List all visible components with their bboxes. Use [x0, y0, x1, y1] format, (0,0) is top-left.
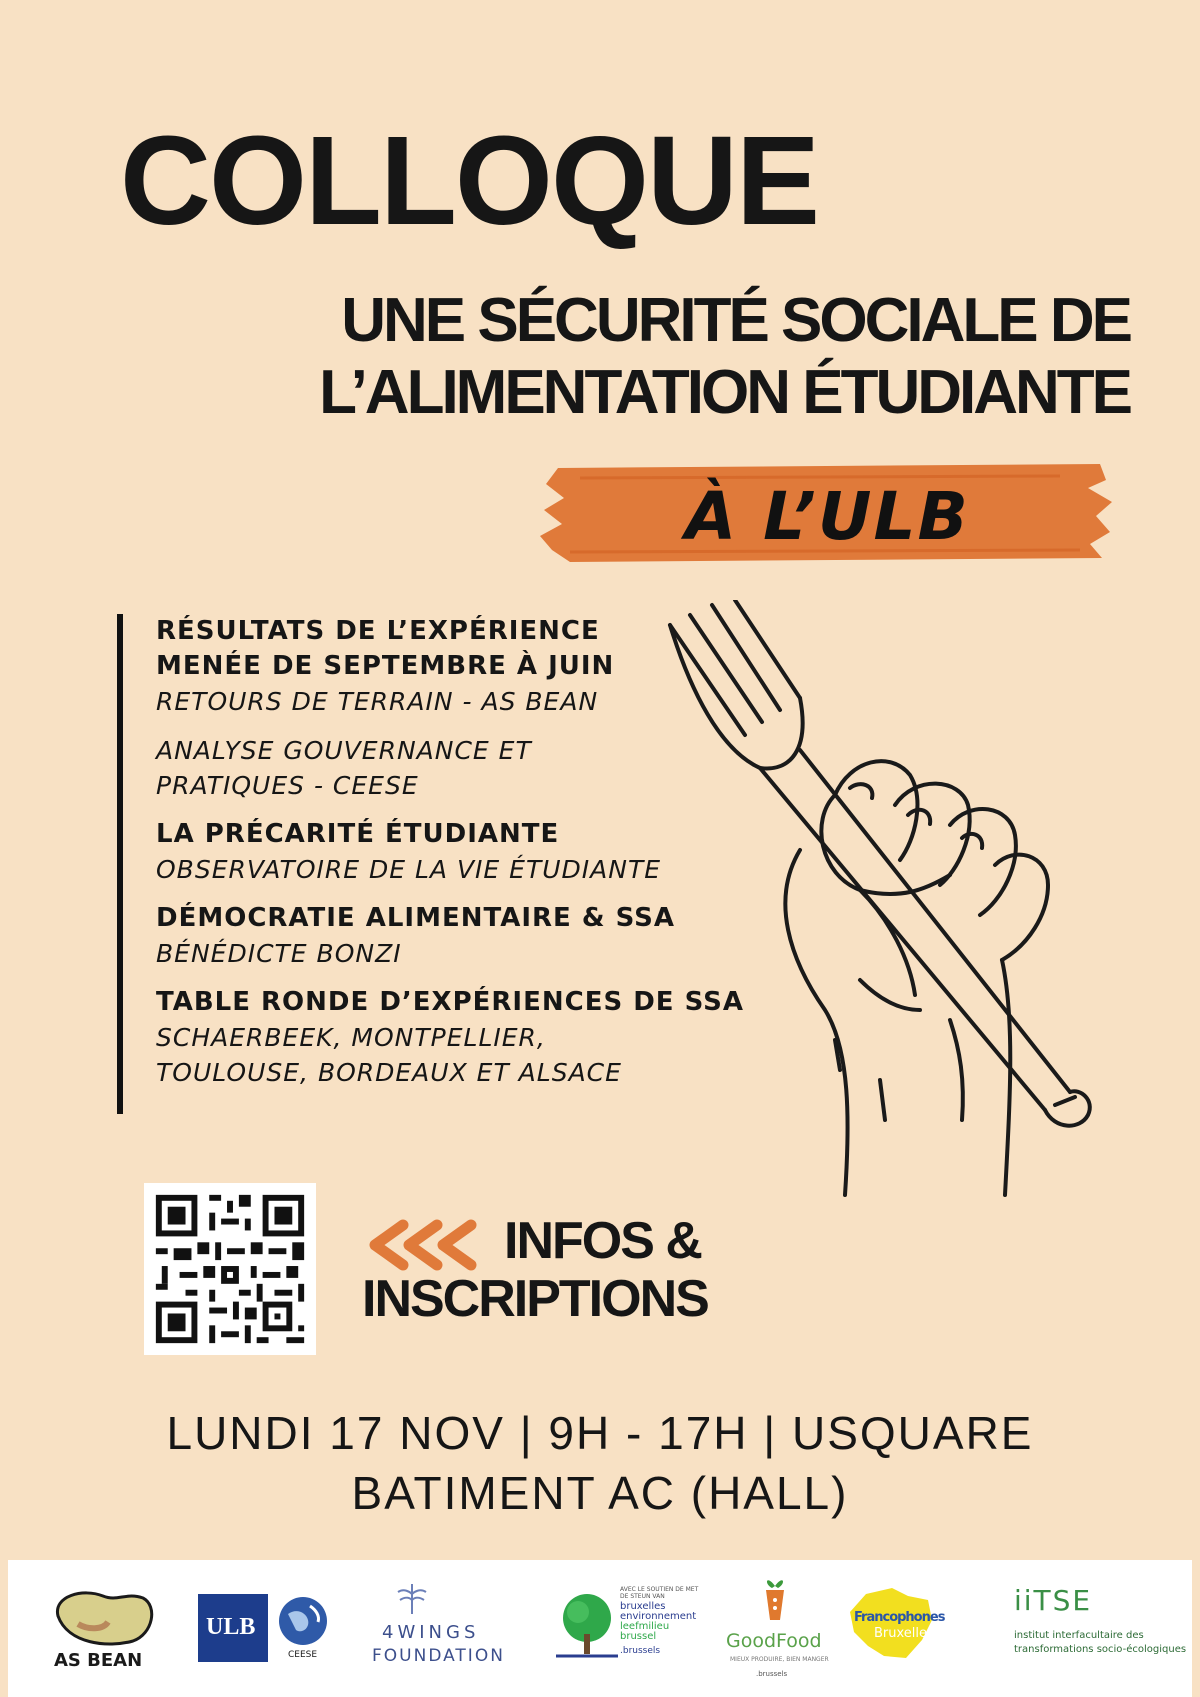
asbean-label: AS BEAN [54, 1650, 143, 1671]
location-tag: À L’ULB [685, 478, 970, 555]
franco-line-1: Francophones [854, 1610, 945, 1625]
be-line-1: bruxelles [620, 1601, 666, 1612]
iitse-label: iiTSE [1014, 1584, 1093, 1617]
ulb-logo [198, 1594, 268, 1662]
poster-title: COLLOQUE [120, 110, 818, 251]
infos-inscriptions-cta[interactable] [362, 1212, 708, 1328]
asbean-logo [48, 1586, 158, 1676]
program-item-title: RÉSULTATS DE L’EXPÉRIENCE [156, 616, 600, 646]
ulb-label: ULB [206, 1614, 256, 1640]
globe-icon [276, 1594, 330, 1648]
sponsors-footer [8, 1560, 1192, 1697]
qr-code[interactable] [144, 1183, 316, 1355]
dragonfly-icon [392, 1580, 432, 1616]
goodfood-logo [720, 1574, 830, 1694]
fourwings-line-1: 4WINGS [382, 1622, 480, 1643]
goodfood-brussels: .brussels [756, 1670, 788, 1678]
carrot-icon [760, 1574, 790, 1624]
fourwings-line-2: FOUNDATION [372, 1646, 505, 1666]
iitse-logo [1012, 1584, 1187, 1674]
cta-line-2: INSCRIPTIONS [362, 1270, 708, 1328]
franco-line-2: Bruxelles [874, 1626, 934, 1641]
subtitle-line-2: L’ALIMENTATION ÉTUDIANTE [319, 358, 1130, 427]
goodfood-label: GoodFood [726, 1630, 822, 1652]
program-item-title: MENÉE DE SEPTEMBRE À JUIN [156, 651, 615, 681]
building-location: BATIMENT AC (HALL) [351, 1467, 849, 1519]
program-item-subtitle: OBSERVATOIRE DE LA VIE ÉTUDIANTE [156, 855, 662, 884]
program-item-subtitle: BÉNÉDICTE BONZI [156, 939, 402, 968]
tree-icon [556, 1590, 618, 1660]
program-item-subtitle: PRATIQUES - CEESE [156, 771, 419, 800]
program-item-subtitle: SCHAERBEEK, MONTPELLIER, [156, 1023, 546, 1052]
program-item-subtitle: ANALYSE GOUVERNANCE ET [156, 736, 532, 765]
goodfood-tagline: MIEUX PRODUIRE, BIEN MANGER [730, 1656, 829, 1663]
be-line-3: leefmilieu [620, 1621, 670, 1632]
francophones-bruxelles-logo [848, 1586, 998, 1666]
program-item-title: DÉMOCRATIE ALIMENTAIRE & SSA [156, 903, 675, 933]
program-item-title: LA PRÉCARITÉ ÉTUDIANTE [156, 819, 560, 849]
date-time-location: LUNDI 17 NOV | 9H - 17H | USQUARE [166, 1407, 1034, 1459]
cta-line-1: INFOS & [504, 1212, 701, 1270]
program-item-subtitle: RETOURS DE TERRAIN - AS BEAN [156, 687, 599, 716]
bruxelles-environnement-logo [556, 1586, 706, 1682]
be-line-4: brussel [620, 1631, 657, 1642]
program-item-subtitle: TOULOUSE, BORDEAUX ET ALSACE [156, 1058, 622, 1087]
be-line-2: environnement [620, 1611, 697, 1622]
fourwings-logo [364, 1580, 524, 1676]
ceese-label: CEESE [288, 1650, 318, 1660]
iitse-line-2: transformations socio-écologiques [1014, 1644, 1187, 1655]
iitse-line-1: institut interfacultaire des [1014, 1630, 1144, 1641]
be-line-5: .brussels [620, 1646, 661, 1656]
be-support-label: AVEC LE SOUTIEN DE MET DE STEUN VAN [620, 1586, 699, 1600]
ceese-logo [276, 1594, 336, 1664]
subtitle-line-1: UNE SÉCURITÉ SOCIALE DE [341, 286, 1130, 355]
bean-icon [48, 1586, 158, 1648]
program-item-title: TABLE RONDE D’EXPÉRIENCES DE SSA [156, 987, 745, 1017]
fork-in-fist-illustration [650, 600, 1170, 1320]
